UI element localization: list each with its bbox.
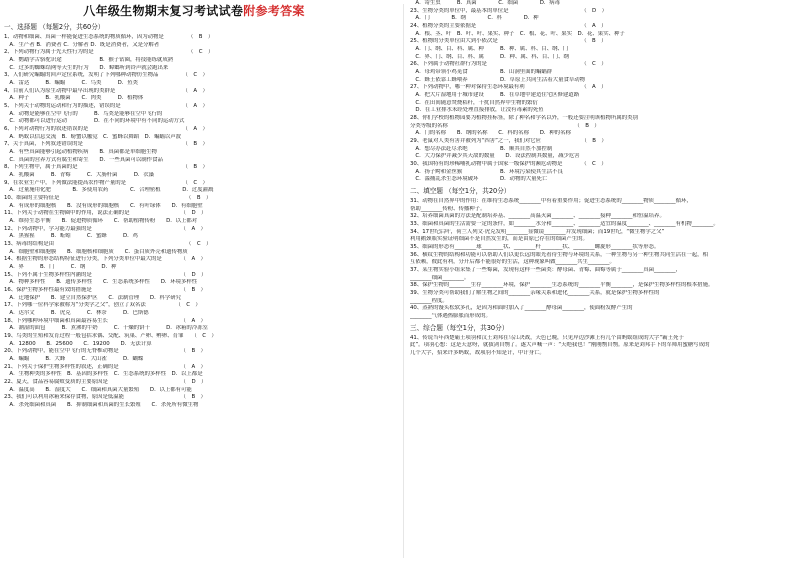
question-line: 4、目前人们认为原生动物中最早出现的类群是 （ A ） — [4, 87, 208, 94]
question-line: A．种子 B．乳酸菌 C．肉类 D．植物体 — [4, 95, 144, 102]
question-line: 分类等级的名称 （ B ） — [410, 122, 600, 129]
question-line: A．蚂蚁以信息交流 B．螃蟹以触觉 C．蜜蜂以舞蹈 D．蝙蝠以声波 — [4, 133, 182, 140]
question-line: 8、下列生物中，属于真菌的是 （ B ） — [4, 164, 208, 171]
question-line: 24、植物分类的主要依据是 （ A ） — [410, 23, 607, 30]
question-line: A．维持生态平衡 B．促进物质循环 C．帮助植物传粉 D．以上都对 — [4, 218, 198, 225]
question-line: 23、我们可以利用冰箱来保存食物，原因是低温能 （ B ） — [4, 394, 206, 401]
question-line: C．动物都可以进行运动 D．在不同的环境中有不同的运动方式 — [4, 118, 185, 125]
question-line: A．物种多样性 B．遗传多样性 C．生态系统多样性 D．环境多样性 — [4, 279, 198, 286]
question-line: A．有些真菌能够引起动植物疾病 B．真菌都是单细胞生物 — [4, 148, 157, 155]
question-line: A．蝙蝠 B．大蜂 C．大山雀 D．蝴蝶 — [4, 356, 144, 363]
question-line: A．门 B．纲 C．科 D．种 — [410, 15, 539, 22]
question-line: C．在田间随意焚烧秸秆，干扰自然界中生物的繁衍 — [410, 99, 538, 106]
question-line: C．界、门、纲、目、科、属 D．种、属、科、目、门、纲 — [410, 53, 569, 60]
question-line: 28、你们学校的植物园要为植物挂标签，除了种名和学名以外，一般还要注明该植物所属的类别 — [410, 115, 638, 122]
question-line: A．雷达 B．蝙蝠 C．鸟类 D．鱼类 — [4, 79, 138, 86]
question-line: A．细胞壁和细胞膜 B．细胞核和细胞质 C．蛋白质外壳和遗传物质 — [4, 248, 188, 255]
question-line: 35、细菌的形态有________球________状、________杆________状、________螺旋形________状等形态。 — [410, 244, 660, 251]
question-line: A．潮湿的面包 B．煮沸的牛奶 C．干燥的饼干 D．冰箱的冷冻室 — [4, 325, 208, 332]
question-line: C．过多的蜘蛛结网等天生的行为 D．蟑螂听到铃声就会跑出来 — [4, 64, 169, 71]
question-line: 39、生物分类可帮助我们了解生物之间的________亲缘关系和进化________关系，就是保护生物多样性的 — [410, 290, 660, 297]
question-line: 21、下列关于保护生物多样性的叙述，正确的是 （ A ） — [4, 363, 206, 370]
question-line: 34、17世纪后叶，荷兰人列文·虎克发明________显微镜________并发现细菌；而19世纪，“微生物学之父” — [410, 228, 665, 235]
question-line: C．蜂王依靠工蜂喂养 D．草原上共同生活着大量食草动物 — [410, 76, 586, 83]
question-line: 互依赖，彼此有利，分开后都不能很好的生活，这种现象叫做________共生________。 — [410, 259, 615, 266]
question-line: 27、下列动物中，哪一种对保持生态环境最有利 （ A ） — [410, 84, 607, 91]
question-line: A．杀死细菌和真菌 B．抑制细菌和真菌的生长繁殖 C．杀死所有微生物 — [4, 402, 199, 409]
question-line: 利用鹅颈瓶实验证明细菌不是自然发生的，而是由原已存在的细菌产生的。 — [410, 236, 588, 243]
section-heading: 三、综合题（每空1分，共30分） — [410, 323, 509, 332]
question-line: 此”。项羽心想：这是天意呀，就拔剑自刎了。遂大声喊一声：“天绝我也！”刚刚刎自刎。原来是刘邦手下的军师用蜜糖写成的 — [410, 342, 710, 349]
question-line: 30、我国特有的珍稀哺乳动物中属于国家一级保护的濒危动物是 （ C ） — [410, 161, 607, 168]
question-line: D．在工业排水未经处理直接排放，让没有毒素的死鱼 — [410, 107, 544, 114]
question-line: 13、病毒的结构是由 （ C ） — [4, 241, 212, 248]
question-line: A．温度高 B．湿度大 C．细菌和真菌大量繁殖 D．以上都有可能 — [4, 386, 192, 393]
question-line: 23、生物分类的单位中，最基本的单位是 （ D ） — [410, 7, 607, 14]
question-line: 7、关于真菌，下列叙述错误的是 （ B ） — [4, 141, 208, 148]
question-line: 25、植物的分类单位由大到小依次是 （ B ） — [410, 38, 607, 45]
question-line: A．乳酸菌 B．青霉 C．大肠杆菌 D．衣藻 — [4, 171, 155, 178]
question-line: 17、下列哪一位科学家被称为“分类学之父”，创立了双名法 （ C ） — [4, 302, 201, 309]
question-line: 38、保护生物的________生存________环境，保护________生态系统的________平衡________，是保护生物多样性的根本措施。 — [410, 282, 714, 289]
question-line: A．生物种类的多样性 B．基因的多样性 C．生态系统的多样性 D．以上都是 — [4, 371, 203, 378]
question-line: A．寄生虫 B．真菌 C．细菌 D．病毒 — [410, 0, 561, 6]
question-line: 2、下列动物行为属于先天性行为的是 （ C ） — [4, 49, 214, 56]
question-line: 6、下列对动物行为的叙述错误的是 （ A ） — [4, 125, 208, 132]
question-line: 18、下列哪种环境中细菌和真菌最容易生长 （ A ） — [4, 317, 206, 324]
question-line: A．想尽办法赶尽杀绝 B．顺其自然不加控制 — [410, 145, 553, 152]
question-line: 几个大字，招来许多蚂蚁，故项羽不知是计，中计身亡。 — [410, 350, 545, 356]
question-line: 26、下列属于动物社群行为的是 （ C ） — [410, 61, 607, 68]
section-heading: 二、填空题 （每空1分，共20分） — [410, 187, 511, 196]
section-heading: 一、选择题 （每题2分，共60分） — [4, 23, 105, 31]
question-line: A．有成形的细胞核 B．没有成形的细胞核 C．有叶绿体 D．有细胞壁 — [4, 202, 203, 209]
question-line: A．门的名称 B．纲的名称 C．科的名称 D．种的名称 — [410, 130, 571, 137]
question-line: C．真菌的营养方式有腐生和寄生 D．一些真菌可以制作食品 — [4, 156, 163, 163]
right-column-body — [410, 0, 790, 358]
question-line: 1、动物和细菌、真菌一样能促进生态系统的物质循环，因为动物是 （ B ） — [4, 33, 214, 40]
question-line: A．门、纲、目、科、属、种 B．种、属、科、目、纲、门 — [410, 46, 569, 53]
question-line: A．扬子鳄和金丝猴 B．环境污染使其生活不良 — [410, 168, 563, 175]
title-answer-note: 附参考答案 — [243, 4, 305, 18]
question-line: C．大力保护并减少其天敌的数量 D．设法控制其数量，减少危害 — [410, 153, 580, 160]
question-line: 32、培养细菌真菌的方法是配制培养基、________高温灭菌________、________接种________和恒温培养。 — [410, 213, 665, 220]
question-line: A．过量施用化肥 B．多使用农药 C．合理密植 D．过度灌溉 — [4, 187, 214, 194]
question-line: 14、根据生物的形态结构特征进行分类，下列分类单位中最大的是 （ A ） — [4, 256, 206, 263]
question-line: 22、夏天，食品容易腐败变质的主要原因是 （ D ） — [4, 379, 207, 386]
question-line: 33、细菌和真菌的生活需要一定的条件，如________水分和________、________适宜的温度________、________有机物________。 — [410, 221, 719, 228]
question-line: ________细菌________。 — [410, 274, 470, 281]
question-line: 20、下列动物中，能在空中飞行的无脊椎动物是 （ B ） — [4, 348, 206, 355]
question-line: 41、传说当年西楚霸王项羽和汉王刘邦在乌江决战，天色已晚，只见岸边沙滩上有几个由蚂蚁组成的大字“霸王死于 — [410, 334, 684, 341]
question-line: 19、鸟类的生殖和发育过程一般包括求偶、交配、筑巢、产卵、孵卵、育雏 （ C ） — [4, 333, 217, 340]
question-line: A．12800 B．25600 C．19200 D．无法计算 — [4, 340, 152, 347]
question-line: A．动物是能够在空中飞行的 B．鸟类是能够在空中飞行的 — [4, 110, 163, 117]
question-line: 15、下列不属于生物多样性内涵的是 （ D ） — [4, 271, 207, 278]
question-line: 帮助________传粉、传播种子。 — [410, 205, 486, 212]
question-line: 16、保护生物多样性最有效的措施是 （ B ） — [4, 287, 206, 294]
question-line: A．生产者 B．消费者 C．分解者 D．既是消费者，又是分解者 — [4, 41, 160, 48]
question-line: ________气体遇热膨胀而形成的。 — [410, 313, 491, 320]
question-line: A．界 B．门 C．纲 D．种 — [4, 264, 117, 271]
question-line: 12、下列动物中，学习能力最强的是 （ A ） — [4, 225, 206, 232]
left-column-body — [4, 23, 384, 410]
title-main: 八年级生物期末复习考试试卷 — [83, 4, 244, 18]
column-divider — [403, 4, 404, 558]
question-line: ________程度。 — [410, 297, 448, 304]
question-line: 40、蒸熟的馒头松软多孔，是因为和面时加入了________酵母菌________，使面粉发酵产生的 — [410, 305, 633, 312]
question-line: 3、人们研究蝙蝠的回声定位系统，发明了下列哪种动物仿生物品 （ C ） — [4, 72, 208, 79]
question-line: C．滥捕乱杀生态环境破坏 D．动物的大量死亡 — [410, 176, 548, 183]
question-line: A．鹦鹉学舌骆驼识途 B．猴子钻圈，将技能练就成熟 — [4, 56, 174, 63]
question-line: A．达尔文 B．虎克 C．林奈 D．巴斯德 — [4, 310, 149, 317]
question-line: A．迁地保护 B．建立自然保护区 C．法制管理 D．科学研究 — [4, 294, 182, 301]
question-line: 9、在农业生产中，下列做法能提高农作物产量的是 （ C ） — [4, 179, 208, 186]
right-column — [410, 0, 790, 562]
question-line: 37、某生物实验小组采集了一些霉菌，发现有这样一些菌类：酵母菌、青霉、曲霉等属于________真菌________， — [410, 267, 682, 274]
page-title — [4, 2, 384, 19]
question-line: A．根、茎、叶 B．叶、叶、果实、种子 C．根、花、叶、果实 D．花、果实、种子 — [410, 30, 625, 37]
left-column — [4, 0, 384, 562]
question-line: A．母鸡带领小鸡觅食 B．山洞里面的蝙蝠群 — [410, 69, 553, 76]
question-line: 10、细菌的主要特征是 （ B ） — [4, 195, 212, 201]
question-line: 31、动物在自然界中的作用：在维持生态系统________中有着重要作用；促进生态系统的________物质________循环， — [410, 198, 692, 205]
question-line: A．黑猩猩 B．蚯蚓 C．蜜蜂 D．鸡 — [4, 233, 138, 240]
question-line: 5、下列关于动物的运动和行为的描述，错误的是 （ A ） — [4, 102, 208, 109]
question-line: 36、横纹生物的结构和功能可以帮助人们以更长远的眼光看待生物与环境的关系，一种生物与另一种生物共同生活在一起，相 — [410, 251, 708, 258]
question-line: A．把大片湿地用于城市建设 B．在草地中建造住宅区修建道路 — [410, 92, 580, 99]
question-line: 29、老鼠对人类有害并被列为“四害”之一，我们对它应 （ B ） — [410, 138, 607, 145]
question-line: 11、下列关于动物在生物圈中的作用，说法正确的是 （ D ） — [4, 210, 207, 217]
